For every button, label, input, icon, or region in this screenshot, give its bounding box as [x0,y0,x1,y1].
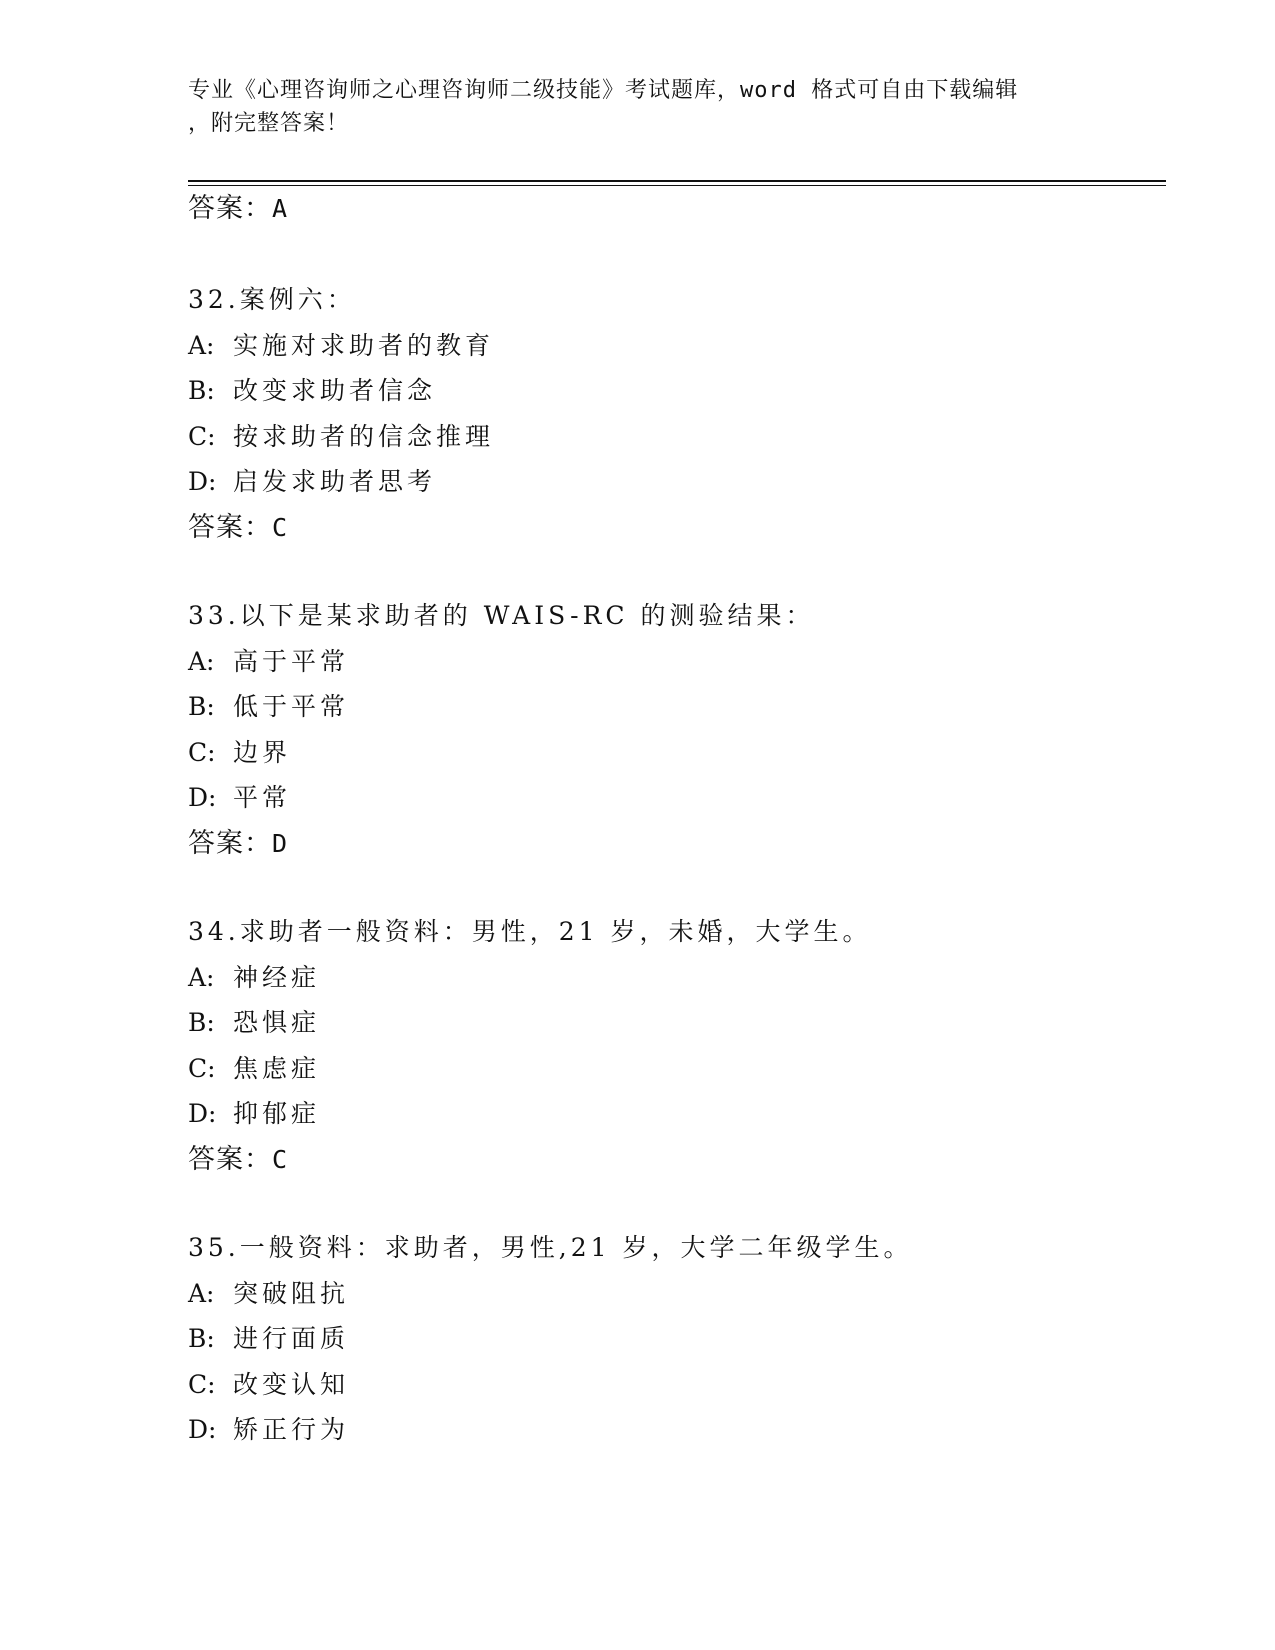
option-key: B: [188,1008,215,1037]
option-text: 焦虑症 [233,1053,321,1083]
answer-line [188,821,1168,867]
answer-line [188,505,1168,551]
question-stem: 34.求助者一般资料：男性，21 岁，未婚，大学生。 [188,917,872,946]
option-d [188,459,1168,505]
option-key: C: [188,1053,216,1083]
option-text: 突破阻抗 [233,1278,350,1308]
question-stem: 33.以下是某求助者的 WAIS-RC 的测验结果： [188,601,815,630]
option-a [188,1271,1168,1317]
question-stem: 32.案例六： [188,285,356,314]
answer-line [188,192,288,226]
option-key: C: [188,737,216,767]
option-text: 高于平常 [233,646,350,676]
answer-value: D [272,828,289,858]
answer-value: C [272,1144,289,1174]
option-key: C: [188,421,216,451]
option-d [188,1407,1168,1453]
option-key: B: [188,376,215,405]
answer-value: A [272,194,289,223]
option-key: D: [188,783,217,812]
answer-line [188,1137,1168,1183]
option-c [188,414,1168,460]
option-text: 实施对求助者的教育 [233,330,495,360]
header-divider-thin [188,185,1166,186]
option-d [188,1091,1168,1137]
option-text: 按求助者的信念推理 [233,421,495,451]
option-d [188,775,1168,821]
option-b [188,684,1168,730]
option-text: 改变认知 [233,1369,350,1399]
question-33 [188,593,1168,866]
option-key: D: [188,1415,217,1444]
option-key: B: [188,692,215,721]
option-text: 启发求助者思考 [233,467,437,496]
answer-label: 答案： [188,827,272,859]
question-stem: 35.一般资料：求助者，男性,21 岁，大学二年级学生。 [188,1233,913,1262]
answer-value: C [272,512,289,542]
option-text: 进行面质 [233,1324,350,1353]
question-34 [188,909,1168,1182]
option-text: 边界 [233,737,292,767]
option-a [188,639,1168,685]
option-b [188,1000,1168,1046]
option-text: 低于平常 [233,692,350,721]
question-35 [188,1225,1168,1453]
option-key: D: [188,467,217,496]
option-text: 抑郁症 [233,1099,321,1128]
header-line-1: 专业《心理咨询师之心理咨询师二级技能》考试题库，word 格式可自由下载编辑 [188,78,1019,103]
question-32 [188,277,1168,550]
option-c [188,730,1168,776]
answer-label: 答案： [188,511,272,543]
option-text: 平常 [233,783,292,812]
option-text: 神经症 [233,962,321,992]
option-key: A: [188,330,215,360]
option-a [188,955,1168,1001]
option-b [188,1316,1168,1362]
option-c [188,1046,1168,1092]
option-c [188,1362,1168,1408]
option-key: A: [188,1278,215,1308]
option-text: 改变求助者信念 [233,376,437,405]
option-key: A: [188,646,215,676]
option-key: A: [188,962,215,992]
header-divider-thick [188,180,1166,182]
document-header [188,74,1078,140]
option-key: D: [188,1099,217,1128]
option-b [188,368,1168,414]
header-line-2: ，附完整答案！ [188,111,350,136]
answer-label: 答案： [188,193,272,224]
answer-label: 答案： [188,1143,272,1175]
option-key: C: [188,1369,216,1399]
option-text: 矫正行为 [233,1415,350,1444]
option-a [188,323,1168,369]
option-key: B: [188,1324,215,1353]
option-text: 恐惧症 [233,1008,321,1037]
